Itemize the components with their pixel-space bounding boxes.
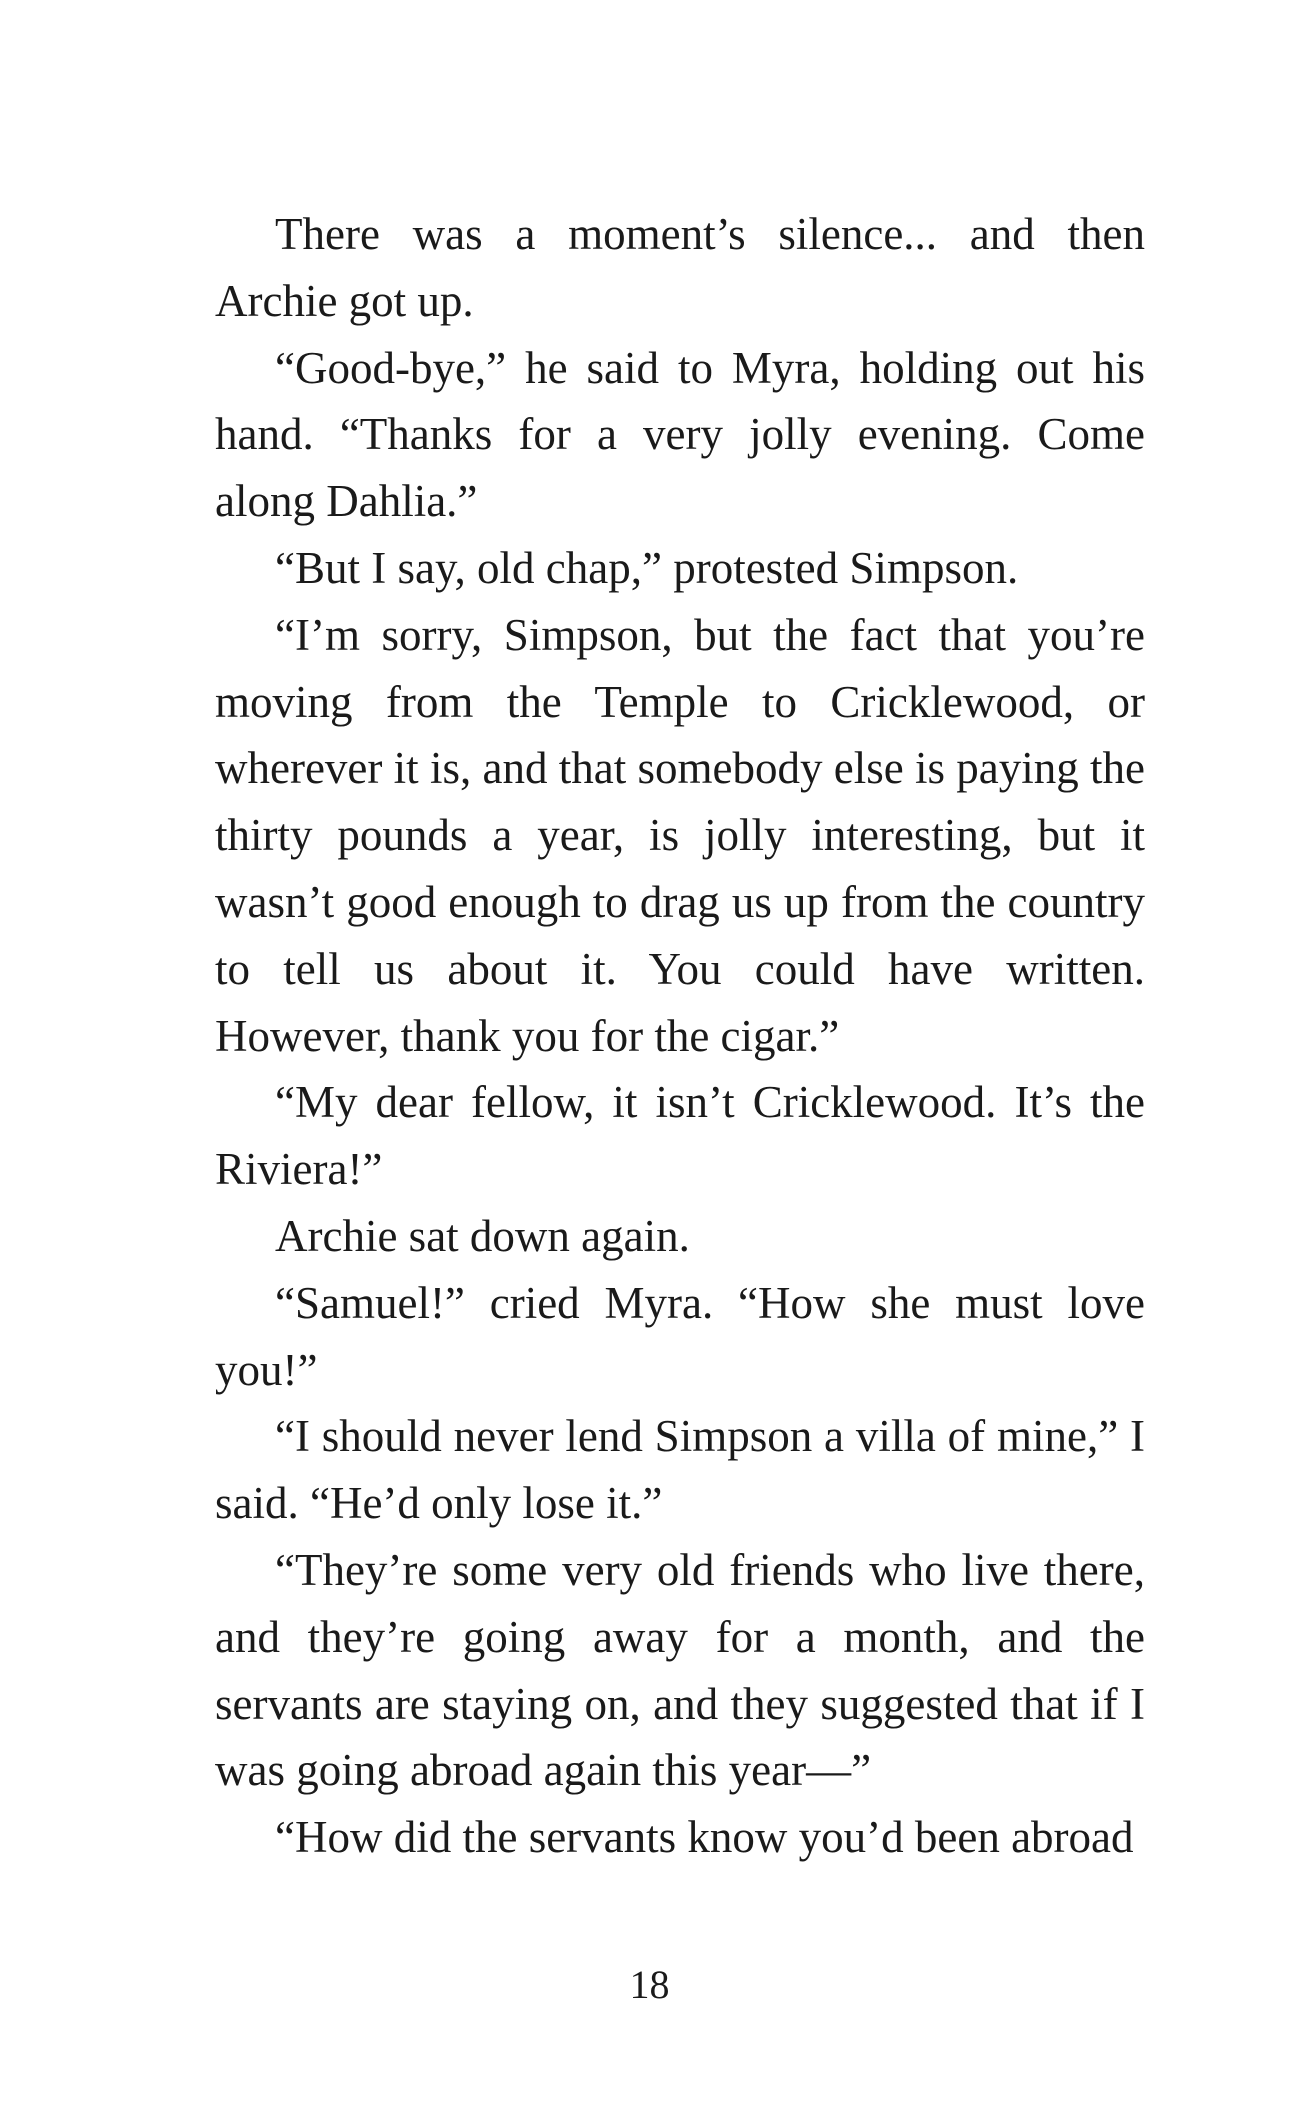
paragraph: “I’m sorry, Simpson, but the fact that you’re moving from the Temple to Cricklewood, or wherever it is, and that somebody else is paying the thirty pounds a year, is jolly interesting, but it wasn’t good enough to drag us up from the country to tell us about it. You could have written. However, thank you for the cigar.” — [215, 609, 1145, 1061]
paragraph: Archie sat down again. — [275, 1210, 690, 1261]
paragraph: “Good-bye,” he said to Myra, holding out his hand. “Thanks for a very jolly evening. Come along Dahlia.” — [215, 342, 1145, 527]
paragraph: “How did the servants know you’d been abroad — [275, 1812, 1134, 1863]
paragraph: “But I say, old chap,” protested Simpson. — [275, 542, 1019, 593]
paragraph: “My dear fellow, it isn’t Cricklewood. It’s the Riviera!” — [215, 1077, 1145, 1195]
paragraph: “They’re some very old friends who live there, and they’re going away for a month, and the servants are staying on, and they suggested that if I was going abroad again this year—” — [215, 1544, 1145, 1796]
paragraph: “I should never lend Simpson a villa of mine,” I said. “He’d only lose it.” — [215, 1411, 1145, 1529]
paragraph: “Samuel!” cried Myra. “How she must love you!” — [215, 1277, 1145, 1395]
body-text — [215, 201, 1145, 1871]
page-number: 18 — [629, 1962, 670, 2007]
paragraph: There was a moment’s silence... and then Archie got up. — [215, 209, 1145, 326]
